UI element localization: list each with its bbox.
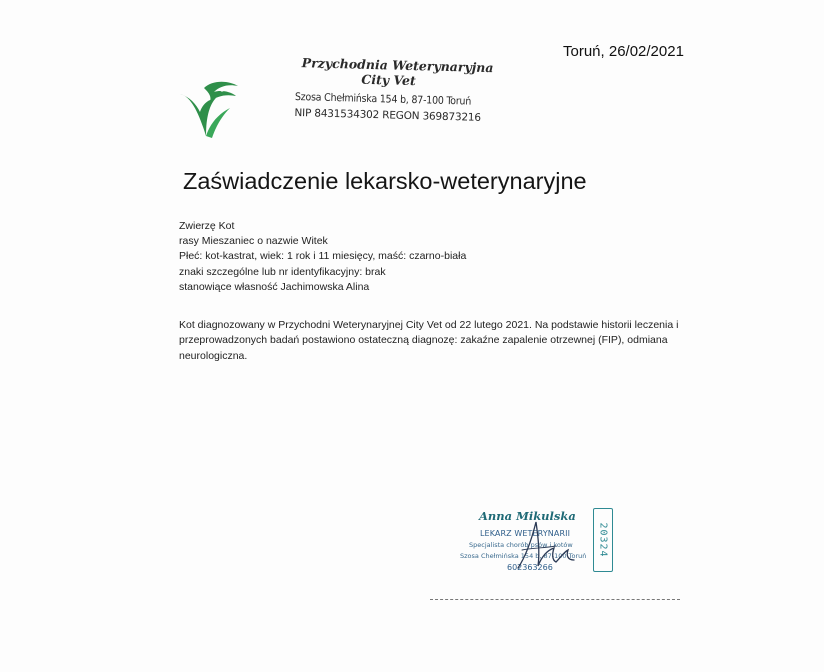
clinic-name: Przychodnia Weterynaryjna — [301, 55, 494, 76]
vet-license-box — [593, 508, 613, 572]
vet-license-number: 20324 — [597, 522, 609, 558]
vet-signature-icon — [512, 516, 582, 576]
animal-sex-age-color: Płeć: kot-kastrat, wiek: 1 rok i 11 miesięcy, maść: czarno-biała — [179, 250, 467, 263]
animal-breed-name: rasy Mieszaniec o nazwie Witek — [179, 235, 328, 248]
animal-identification: znaki szczególne lub nr identyfikacyjny: brak — [179, 265, 386, 278]
animal-owner: stanowiące własność Jachimowska Alina — [179, 280, 370, 293]
vet-phone: 602363266 — [507, 563, 553, 572]
vet-role: LEKARZ WETERYNARII — [480, 529, 571, 538]
clinic-address: Szosa Chełmińska 154 b, 87-100 Toruń — [294, 90, 472, 108]
signature-line — [430, 599, 680, 600]
animal-details — [179, 219, 466, 295]
document-title: Zaświadczenie lekarsko-weterynaryjne — [183, 168, 587, 194]
vet-name: Anna Mikulska — [479, 509, 576, 523]
diagnosis-paragraph: Kot diagnozowany w Przychodni Weterynaryjnej City Vet od 22 lutego 2021. Na podstawie historii leczenia i przeprowadzonych badań postawiono ostateczną diagnozę: zakaźne zapalenie otrzewnej (FIP), odmiana neurologiczna. — [179, 319, 679, 362]
document-date: Toruń, 26/02/2021 — [563, 43, 684, 60]
vet-address: Szosa Chełmińska 154 b, 87-100 Toruń — [460, 552, 587, 560]
city-vet-logo-icon — [176, 76, 246, 144]
clinic-tax-ids: NIP 8431534302 REGON 369873216 — [294, 106, 481, 124]
animal-species: Zwierzę Kot — [179, 220, 235, 232]
clinic-header-stamp — [294, 55, 516, 127]
clinic-subname: City Vet — [361, 71, 416, 89]
vet-specialty: Specjalista chorób psów i kotów — [469, 541, 573, 549]
